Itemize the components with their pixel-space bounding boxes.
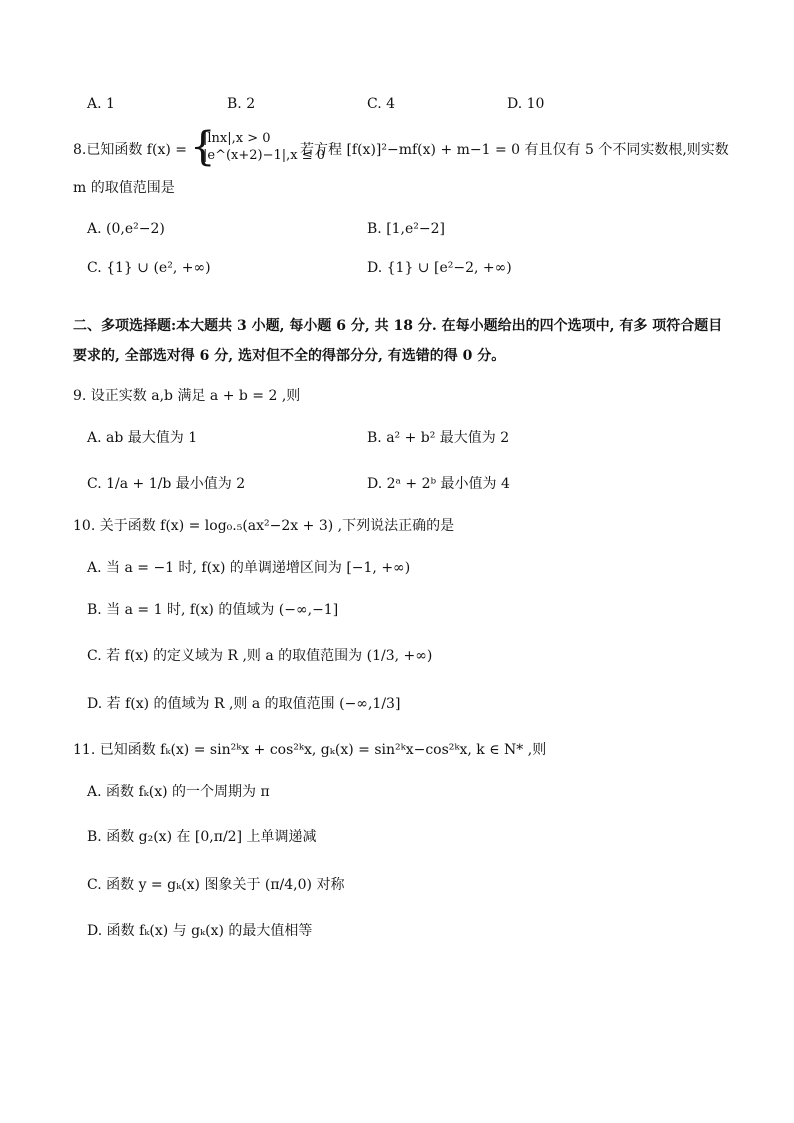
q9-stem: 9. 设正实数 a,b 满足 a + b = 2 ,则 [73,388,301,404]
q8-option-d: D. {1} ∪ [e²−2, +∞) [367,260,512,276]
q8-case-1: |lnx|,x > 0 [203,131,271,146]
q11-option-b: B. 函数 g₂(x) 在 [0,π/2] 上单调递减 [87,829,317,845]
q11-option-a: A. 函数 fₖ(x) 的一个周期为 π [87,784,270,800]
q10-option-c: C. 若 f(x) 的定义域为 R ,则 a 的取值范围为 (1/3, +∞) [87,648,433,664]
q7-option-c: C. 4 [367,96,396,112]
q8-option-a: A. (0,e²−2) [87,221,165,237]
q9-option-c: C. 1/a + 1/b 最小值为 2 [87,476,246,492]
section-2-heading: 二、多项选择题:本大题共 3 小题, 每小题 6 分, 共 18 分. 在每小题给出的四个选项中, 有多 项符合题目要求的, 全部选对得 6 分, 选对但不全的得部分分, 有选错的得 0 分。 [73,318,723,364]
q9-option-d: D. 2ᵃ + 2ᵇ 最小值为 4 [367,476,510,492]
q9-option-b: B. a² + b² 最大值为 2 [367,430,510,446]
q7-option-d: D. 10 [507,96,545,112]
q11-option-d: D. 函数 fₖ(x) 与 gₖ(x) 的最大值相等 [87,923,313,939]
q8-stem-line2: m 的取值范围是 [73,180,175,196]
q10-option-a: A. 当 a = −1 时, f(x) 的单调递增区间为 [−1, +∞) [87,560,411,576]
q8-piecewise-brace: { [190,124,216,170]
q10-stem: 10. 关于函数 f(x) = log₀.₅(ax²−2x + 3) ,下列说法正确的是 [73,518,455,534]
q9-option-a: A. ab 最大值为 1 [87,430,198,446]
q8-option-b: B. [1,e²−2] [367,221,446,237]
q8-option-c: C. {1} ∪ (e², +∞) [87,260,211,276]
q11-option-c: C. 函数 y = gₖ(x) 图象关于 (π/4,0) 对称 [87,877,345,893]
q7-option-b: B. 2 [227,96,256,112]
q11-stem: 11. 已知函数 fₖ(x) = sin²ᵏx + cos²ᵏx, gₖ(x) = sin²ᵏx−cos²ᵏx, k ∈ N* ,则 [73,742,547,758]
q10-option-b: B. 当 a = 1 时, f(x) 的值域为 (−∞,−1] [87,602,339,618]
q8-stem-prefix: 8.已知函数 f(x) = [73,142,187,158]
q7-option-a: A. 1 [87,96,115,112]
q10-option-d: D. 若 f(x) 的值域为 R ,则 a 的取值范围 (−∞,1/3] [87,696,401,712]
q8-case-2: |e^(x+2)−1|,x ≤ 0 [203,148,326,163]
q8-stem-suffix: 若方程 [f(x)]²−mf(x) + m−1 = 0 有且仅有 5 个不同实数根,则实数 [300,142,729,158]
